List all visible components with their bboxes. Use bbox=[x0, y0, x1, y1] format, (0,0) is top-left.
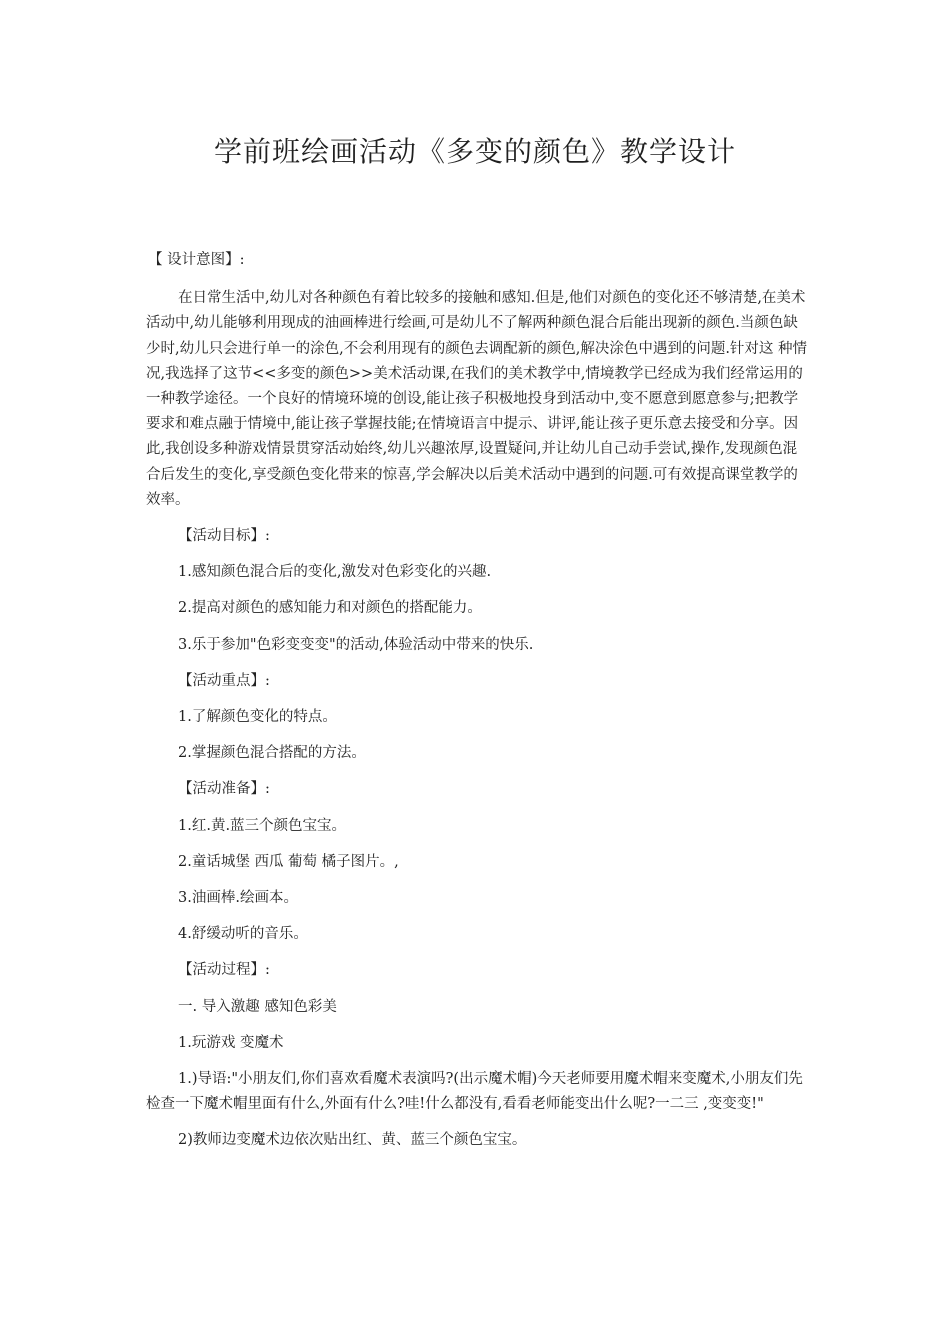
design-intent-heading: 【 设计意图】: bbox=[148, 252, 245, 268]
process-heading: 【活动过程】: bbox=[178, 962, 270, 979]
prep-item: 1.红.黄.蓝三个颜色宝宝。 bbox=[178, 817, 347, 834]
goal-item: 3.乐于参加"色彩变变变"的活动,体验活动中带来的快乐. bbox=[178, 636, 534, 653]
focus-heading: 【活动重点】: bbox=[178, 672, 270, 689]
process-part-heading: 一. 导入激趣 感知色彩美 bbox=[178, 998, 337, 1015]
prep-item: 3.油画棒.绘画本。 bbox=[178, 890, 298, 907]
focus-item: 2.掌握颜色混合搭配的方法。 bbox=[178, 745, 366, 762]
goal-item: 2.提高对颜色的感知能力和对颜色的搭配能力。 bbox=[178, 600, 482, 617]
document-title: 学前班绘画活动《多变的颜色》教学设计 bbox=[213, 135, 736, 168]
prep-item: 2.童话城堡 西瓜 葡萄 橘子图片。, bbox=[178, 853, 399, 870]
process-substep: 1.)导语:"小朋友们,你们喜欢看魔术表演吗?(出示魔术帽)今天老师要用魔术帽来变魔术,小朋友们先检查一下魔术帽里面有什么,外面有什么?哇!什么都没有,看看老师能变出什么呢?一二三 ,变变变!" bbox=[146, 1071, 803, 1113]
goals-heading: 【活动目标】: bbox=[178, 528, 270, 545]
focus-item: 1.了解颜色变化的特点。 bbox=[178, 709, 337, 726]
document-body bbox=[146, 248, 810, 1165]
process-substep: 2)教师边变魔术边依次贴出红、黄、蓝三个颜色宝宝。 bbox=[178, 1132, 527, 1149]
prep-heading: 【活动准备】: bbox=[178, 781, 270, 798]
design-intent-paragraph: 在日常生活中,幼儿对各种颜色有着比较多的接触和感知.但是,他们对颜色的变化还不够清楚,在美术活动中,幼儿能够利用现成的油画棒进行绘画,可是幼儿不了解两种颜色混合后能出现新的颜色.当颜色缺少时,幼儿只会进行单一的涂色,不会利用现有的颜色去调配新的颜色,解决涂色中遇到的问题.针对这 种情况,我选择了这节<<多变的颜色>>美术活动课,在我们的美术教学中,情境教学已经成为我们经常运用的一种教学途径。一个良好的情境环境的创设,能让孩子积极地投身到活动中,变不愿意到愿意参与;把教学要求和难点融于情境中,能让孩子掌握技能;在情境语言中提示、讲评,能让孩子更乐意去接受和分享。因此,我创设多种游戏情景贯穿活动始终,幼儿兴趣浓厚,设置疑问,并让幼儿自己动手尝试,操作,发现颜色混合后发生的变化,享受颜色变化带来的惊喜,学会解决以后美术活动中遇到的问题.可有效提高课堂教学的效率。 bbox=[146, 290, 808, 508]
goal-item: 1.感知颜色混合后的变化,激发对色彩变化的兴趣. bbox=[178, 564, 492, 581]
process-step: 1.玩游戏 变魔术 bbox=[178, 1034, 284, 1051]
prep-item: 4.舒缓动听的音乐。 bbox=[178, 926, 308, 943]
